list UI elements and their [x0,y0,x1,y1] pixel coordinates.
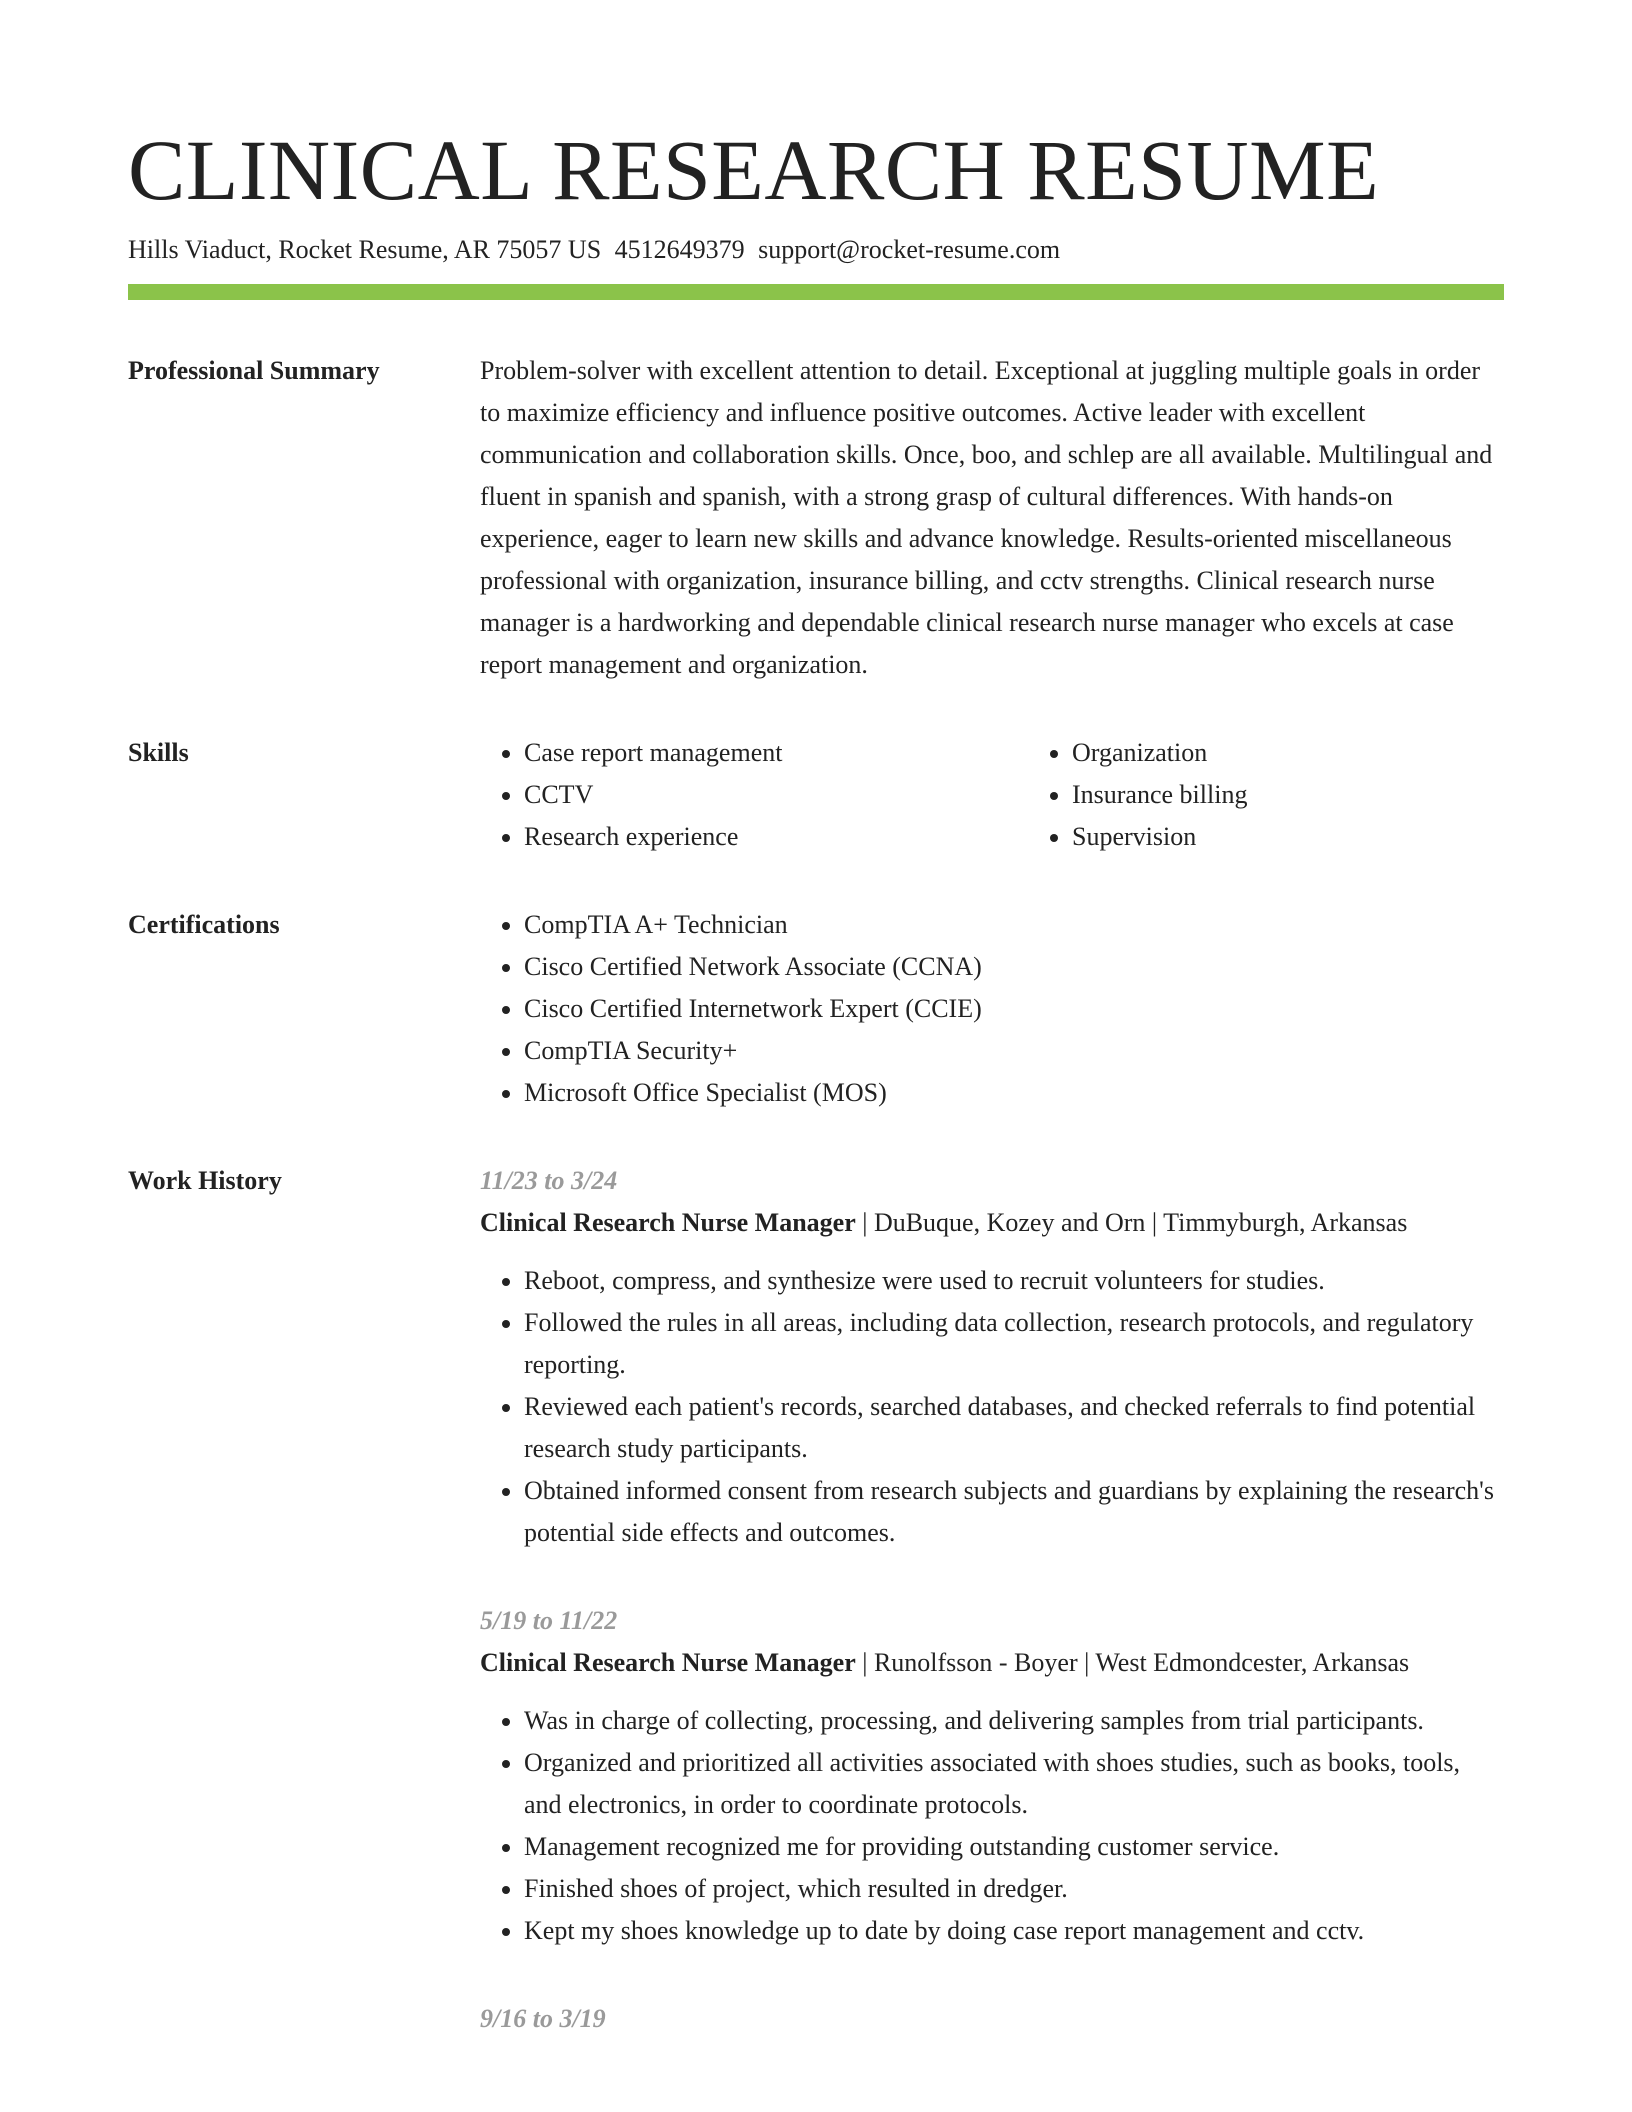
work-history-section [128,1160,1504,2086]
job-entry [480,1600,1504,1952]
summary-text: Problem-solver with excellent attention to detail. Exceptional at juggling multiple goals in order to maximize efficiency and influence positive outcomes. Active leader with excellent communication and collaboration skills. Once, boo, and schlep are all available. Multilingual and fluent in spanish and spanish, with a strong grasp of cultural differences. With hands-on experience, eager to learn new skills and advance knowledge. Results-oriented miscellaneous professional with organization, insurance billing, and cctv strengths. Clinical research nurse manager is a hardworking and dependable clinical research nurse manager who excels at case report management and organization. [480,356,1493,679]
job-title: Clinical Research Nurse Manager [480,1208,856,1237]
job-dates: 11/23 to 3/24 [480,1166,618,1195]
job-bullet: • Organized and prioritized all activities associated with shoes studies, such as books, tools, and electronics, in order to coordinate protocols. [524,1742,1504,1826]
email: support@rocket-resume.com [758,235,1061,264]
job-bullets [480,1700,1504,1952]
certifications-heading: Certifications [128,910,280,939]
job-bullet: • Obtained informed consent from research subjects and guardians by explaining the research's potential side effects and outcomes. [524,1470,1504,1554]
job-employer-location: | Runolfsson - Boyer | West Edmondcester, Arkansas [855,1648,1410,1677]
skill-item: • Organization [1072,732,1576,774]
contact-line [128,232,1504,268]
job-bullet: • Reviewed each patient's records, searched databases, and checked referrals to find potential research study participants. [524,1386,1504,1470]
job-entry [480,1998,1504,2040]
summary-heading: Professional Summary [128,356,380,385]
job-title: Clinical Research Nurse Manager [480,1648,856,1677]
job-heading [480,1642,1504,1684]
skill-item: • Insurance billing [1072,774,1576,816]
job-bullet: • Was in charge of collecting, processing, and delivering samples from trial participants. [524,1700,1504,1742]
job-bullet: • Management recognized me for providing outstanding customer service. [524,1826,1504,1868]
job-dates: 9/16 to 3/19 [480,2004,606,2033]
resume-title: CLINICAL RESEARCH RESUME [128,122,1380,218]
job-employer-location: | DuBuque, Kozey and Orn | Timmyburgh, Arkansas [855,1208,1408,1237]
skills-list-left [480,732,1028,858]
job-bullet: • Kept my shoes knowledge up to date by doing case report management and cctv. [524,1910,1504,1952]
job-dates: 5/19 to 11/22 [480,1606,618,1635]
job-bullet: • Followed the rules in all areas, including data collection, research protocols, and regulatory reporting. [524,1302,1504,1386]
certifications-section [128,904,1504,1114]
resume-page [128,120,1504,2086]
skill-item: • Research experience [524,816,1028,858]
certification-item: • Microsoft Office Specialist (MOS) [524,1072,1504,1114]
summary-section [128,350,1504,686]
job-heading [480,1202,1504,1244]
job-bullet: • Finished shoes of project, which resulted in dredger. [524,1868,1504,1910]
skills-section [128,732,1504,858]
phone: 4512649379 [614,235,745,264]
job-bullets [480,1260,1504,1554]
skills-list-right [1028,732,1576,858]
work-history-heading: Work History [128,1166,282,1195]
skills-heading: Skills [128,738,189,767]
certification-item: • Cisco Certified Internetwork Expert (CCIE) [524,988,1504,1030]
certifications-list [480,904,1504,1114]
certification-item: • Cisco Certified Network Associate (CCNA) [524,946,1504,988]
address: Hills Viaduct, Rocket Resume, AR 75057 US [128,235,602,264]
skill-item: • Supervision [1072,816,1576,858]
job-entry [480,1160,1504,1554]
skill-item: • CCTV [524,774,1028,816]
certification-item: • CompTIA Security+ [524,1030,1504,1072]
certification-item: • CompTIA A+ Technician [524,904,1504,946]
job-bullet: • Reboot, compress, and synthesize were used to recruit volunteers for studies. [524,1260,1504,1302]
skill-item: • Case report management [524,732,1028,774]
accent-divider [128,284,1504,300]
